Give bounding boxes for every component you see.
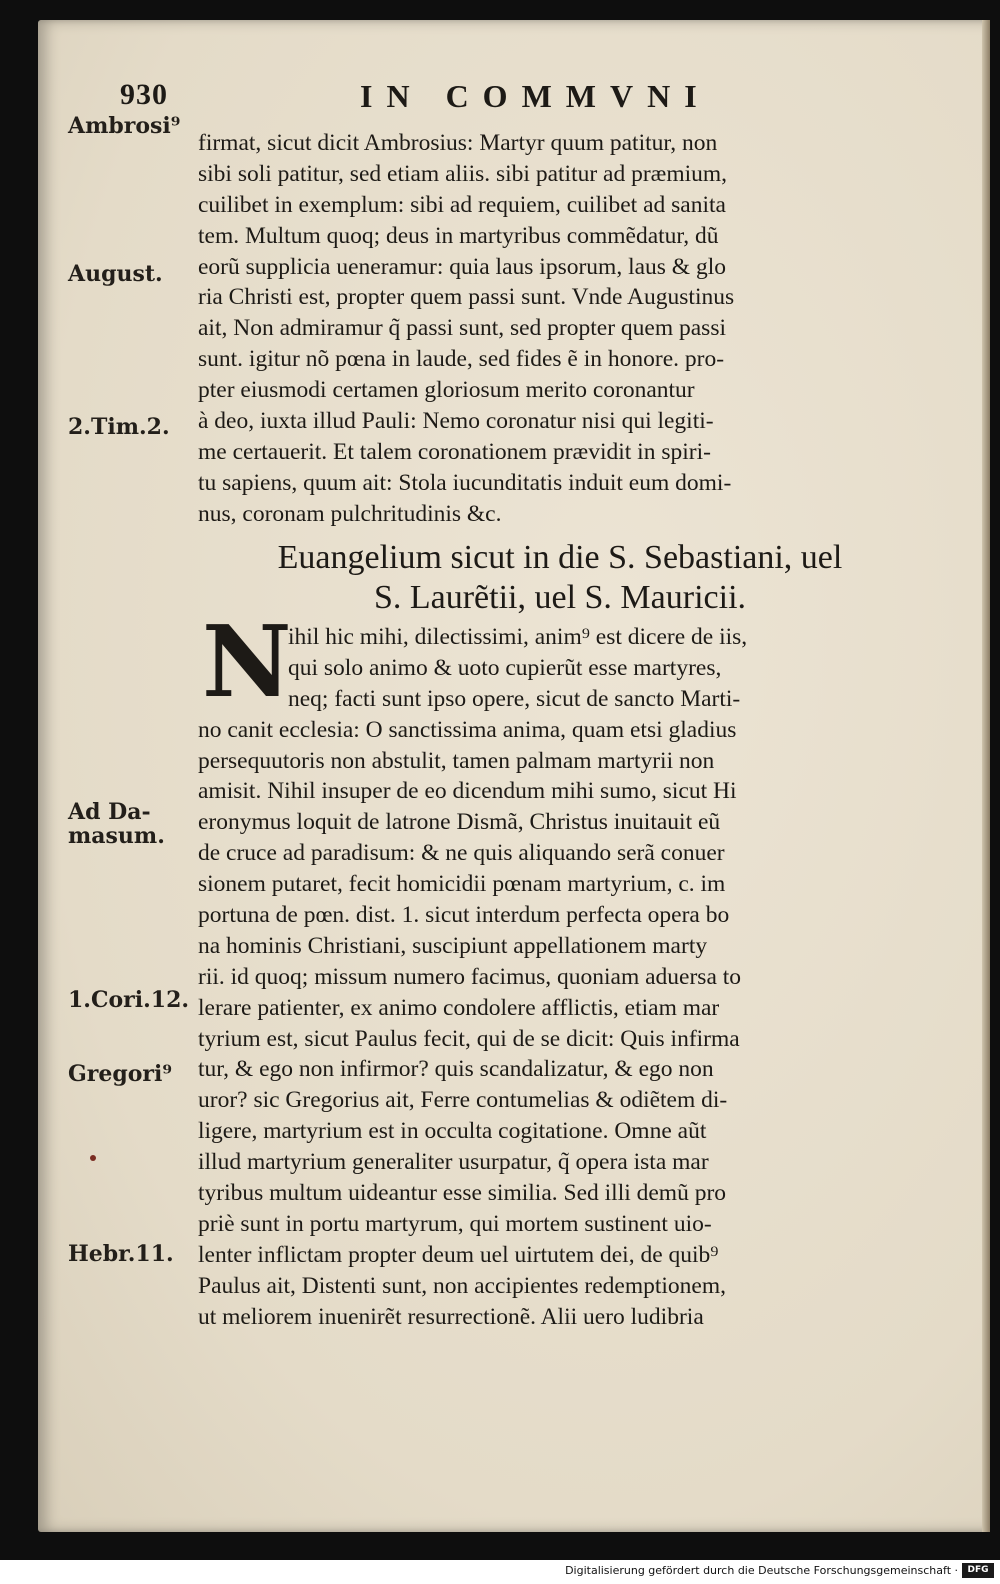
- gospel-text-block: [198, 622, 900, 1332]
- margin-mark: [90, 1155, 96, 1161]
- text-line: eorũ supplicia ueneramur: quia laus ipsorum, laus & glo: [198, 253, 726, 280]
- text-line: cuilibet in exemplum: sibi ad requiem, cuilibet ad sanita: [198, 191, 726, 218]
- text-line: portuna de pœn. dist. 1. sicut interdum perfecta opera bo: [198, 902, 730, 929]
- text-line: firmat, sicut dicit Ambrosius: Martyr quum patitur, non: [198, 130, 718, 156]
- margin-note-ad-damasum-2: masum.: [68, 823, 165, 849]
- text-line: nus, coronam pulchritudinis &c.: [198, 500, 502, 527]
- section-heading-line-1: Euangelium sicut in die S. Sebastiani, uel: [277, 539, 843, 576]
- text-line: ut meliorem inuenirẽt resurrectionẽ. Alii uero ludibria: [198, 1303, 704, 1330]
- funding-credit: Digitalisierung gefördert durch die Deutsche Forschungsgemeinschaft ·: [565, 1564, 958, 1577]
- margin-note-ad-damasum-1: Ad Da-: [68, 799, 151, 825]
- text-line: à deo, iuxta illud Pauli: Nemo coronatur nisi qui legiti-: [198, 408, 714, 435]
- text-line: uror? sic Gregorius ait, Ferre contumelias & odiẽtem di-: [198, 1087, 728, 1114]
- text-line: sionem putaret, fecit homicidii pœnam martyrium, c. im: [198, 871, 726, 898]
- text-line: tem. Multum quoq; deus in martyribus commẽdatur, dũ: [198, 222, 719, 249]
- top-text-block: [198, 128, 900, 530]
- text-line: sibi soli patitur, sed etiam aliis. sibi patitur ad præmium,: [198, 160, 728, 187]
- text-line: illud martyrium generaliter usurpatur, q̃ opera ista mar: [198, 1149, 709, 1176]
- text-line: priè sunt in portu martyrum, qui mortem sustinent uio-: [198, 1210, 712, 1237]
- text-line: ria Christi est, propter quem passi sunt. Vnde Augustinus: [198, 284, 735, 311]
- page-number: 930: [120, 78, 168, 111]
- text-line: tyrium est, sicut Paulus fecit, qui de se dicit: Quis infirma: [198, 1025, 740, 1052]
- text-line: ligere, martyrium est in occulta cogitatione. Omne aũt: [198, 1118, 707, 1145]
- text-line: na hominis Christiani, suscipiunt appellationem marty: [198, 932, 708, 959]
- text-line: ihil hic mihi, dilectissimi, anim⁹ est dicere de iis,: [288, 624, 748, 650]
- text-line: pter eiusmodi certamen gloriosum merito coronantur: [198, 377, 695, 404]
- margin-note-tim: 2.Tim.2.: [68, 414, 170, 440]
- text-line: Paulus ait, Distenti sunt, non accipientes redemptionem,: [198, 1272, 726, 1299]
- drop-cap: N: [202, 605, 292, 720]
- margin-note-august: August.: [68, 261, 163, 287]
- margin-note-gregor: Gregori⁹: [68, 1061, 173, 1087]
- text-line: sunt. igitur nõ pœna in laude, sed fides ẽ in honore. pro-: [198, 346, 725, 373]
- margin-note-cori: 1.Cori.12.: [68, 987, 190, 1013]
- text-line: me certauerit. Et talem coronationem prævidit in spiri-: [198, 438, 711, 465]
- text-line: qui solo animo & uoto cupierũt esse martyres,: [288, 654, 722, 681]
- text-line: neq; facti sunt ipso opere, sicut de sancto Marti-: [288, 685, 741, 712]
- text-line: no canit ecclesia: O sanctissima anima, quam etsi gladius: [198, 716, 737, 743]
- text-line: tu sapiens, quum ait: Stola iucunditatis induit eum domi-: [198, 469, 732, 496]
- text-line: amisit. Nihil insuper de eo dicendum mihi sumo, sicut Hi: [198, 778, 737, 805]
- text-line: tyribus multum uideantur esse similia. Sed illi demũ pro: [198, 1180, 727, 1207]
- margin-note-ambrosius: Ambrosi⁹: [68, 113, 181, 139]
- text-line: eronymus loquit de latrone Dismã, Christus inuitauit eũ: [198, 809, 721, 836]
- text-line: lenter inflictam propter deum uel uirtutem dei, de quib⁹: [198, 1241, 719, 1268]
- text-line: ait, Non admiramur q̃ passi sunt, sed propter quem passi: [198, 315, 727, 342]
- running-head: IN COMMVNI: [360, 78, 711, 114]
- text-line: rii. id quoq; missum numero facimus, quoniam aduersa to: [198, 963, 742, 990]
- text-line: lerare patienter, ex animo condolere afflictis, etiam mar: [198, 994, 720, 1021]
- text-line: de cruce ad paradisum: & ne quis aliquando serã conuer: [198, 840, 725, 867]
- section-heading-line-2: S. Laurẽtii, uel S. Mauricii.: [373, 579, 747, 616]
- section-heading: [210, 538, 910, 618]
- dfg-logo: DFG: [962, 1563, 994, 1578]
- page-edge: [982, 20, 990, 1532]
- text-line: tur, & ego non infirmor? quis scandalizatur, & ego non: [198, 1056, 714, 1083]
- margin-note-hebr: Hebr.11.: [68, 1241, 174, 1267]
- text-line: persequutoris non abstulit, tamen palmam martyrii non: [198, 747, 715, 774]
